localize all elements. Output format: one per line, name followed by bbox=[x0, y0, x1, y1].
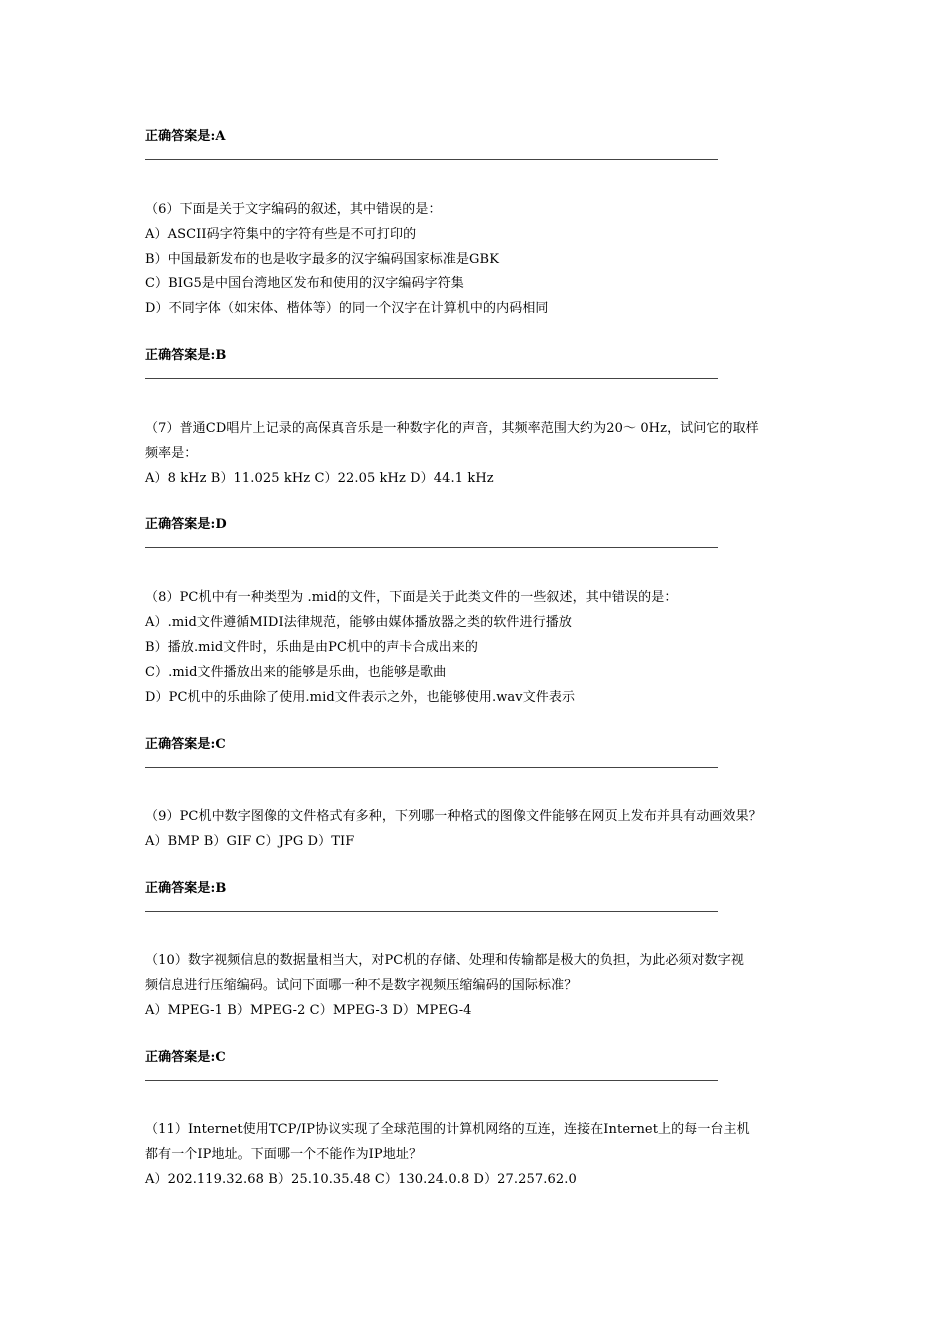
question-text: （6）下面是关于文字编码的叙述，其中错误的是： bbox=[145, 202, 442, 217]
option-line: A）202.119.32.68 B）25.10.35.48 C）130.24.0.8 D）27.257.62.0 bbox=[145, 1172, 577, 1187]
separator-line bbox=[145, 159, 718, 160]
question-text: （10）数字视频信息的数据量相当大，对PC机的存储、处理和传输都是极大的负担，为此必须对数字视 bbox=[145, 953, 744, 968]
question-text: （7）普通CD唱片上记录的高保真音乐是一种数字化的声音，其频率范围大约为20～ 0Hz，试问它的取样 bbox=[145, 421, 759, 436]
option-line: A）.mid文件遵循MIDI法律规范，能够由媒体播放器之类的软件进行播放 bbox=[145, 615, 572, 630]
question-text: 频信息进行压缩编码。试问下面哪一种不是数字视频压缩编码的国际标准？ bbox=[145, 978, 578, 993]
question-text: 频率是： bbox=[145, 446, 198, 461]
option-line: A）MPEG-1 B）MPEG-2 C）MPEG-3 D）MPEG-4 bbox=[145, 1003, 472, 1018]
question-text: （9）PC机中数字图像的文件格式有多种，下列哪一种格式的图像文件能够在网页上发布并具有动画效果？ bbox=[145, 809, 762, 824]
separator-line bbox=[145, 378, 718, 379]
option-line: A）ASCII码字符集中的字符有些是不可打印的 bbox=[145, 227, 417, 242]
option-line: C）.mid文件播放出来的能够是乐曲，也能够是歌曲 bbox=[145, 665, 447, 680]
option-line: C）BIG5是中国台湾地区发布和使用的汉字编码字符集 bbox=[145, 276, 464, 291]
option-line: B）播放.mid文件时，乐曲是由PC机中的声卡合成出来的 bbox=[145, 640, 478, 655]
option-line: D）不同字体（如宋体、楷体等）的同一个汉字在计算机中的内码相同 bbox=[145, 301, 549, 316]
separator-line bbox=[145, 547, 718, 548]
answer-line: 正确答案是:C bbox=[145, 737, 226, 752]
answer-line: 正确答案是:B bbox=[145, 881, 227, 896]
separator-line bbox=[145, 767, 718, 768]
question-text: （11）Internet使用TCP/IP协议实现了全球范围的计算机网络的互连，连接在Internet上的每一台主机 bbox=[145, 1122, 750, 1137]
option-line: B）中国最新发布的也是收字最多的汉字编码国家标准是GBK bbox=[145, 252, 500, 267]
separator-line bbox=[145, 911, 718, 912]
answer-line: 正确答案是:D bbox=[145, 517, 227, 532]
option-line: A）BMP B）GIF C）JPG D）TIF bbox=[145, 834, 355, 849]
option-line: D）PC机中的乐曲除了使用.mid文件表示之外，也能够使用.wav文件表示 bbox=[145, 690, 576, 705]
question-text: （8）PC机中有一种类型为 .mid的文件，下面是关于此类文件的一些叙述，其中错误的是： bbox=[145, 590, 678, 605]
separator-line bbox=[145, 1080, 718, 1081]
question-text: 都有一个IP地址。下面哪一个不能作为IP地址？ bbox=[145, 1147, 423, 1162]
answer-line: 正确答案是:B bbox=[145, 348, 227, 363]
answer-line: 正确答案是:A bbox=[145, 129, 226, 144]
answer-line: 正确答案是:C bbox=[145, 1050, 226, 1065]
option-line: A）8 kHz B）11.025 kHz C）22.05 kHz D）44.1 kHz bbox=[145, 471, 494, 486]
